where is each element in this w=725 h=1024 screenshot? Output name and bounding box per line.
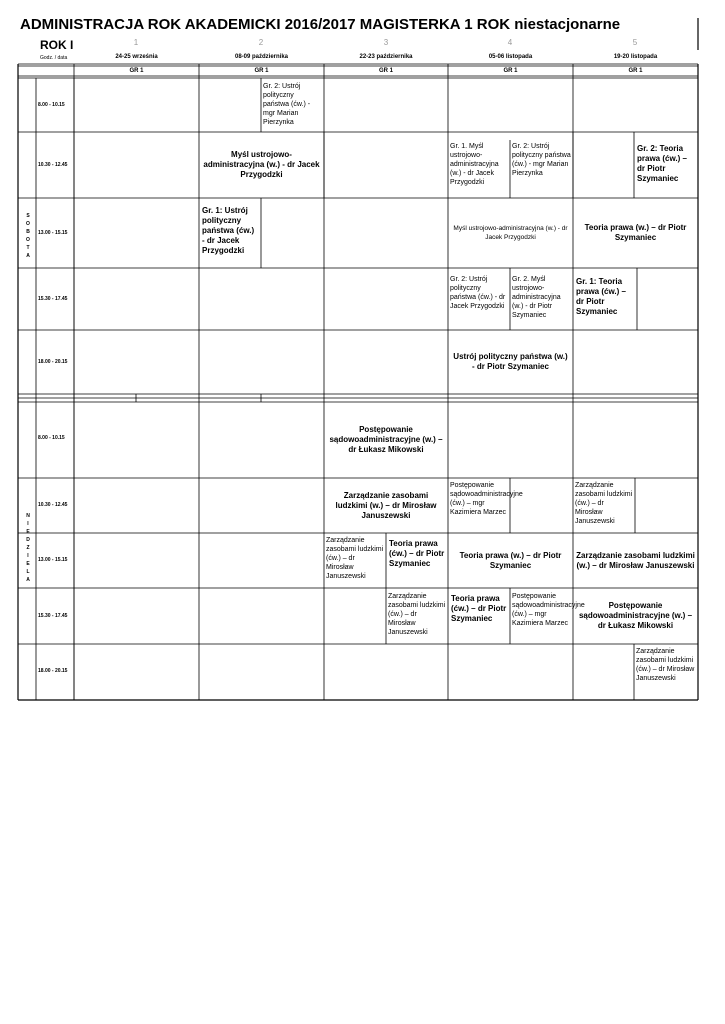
group-header: GR 1 bbox=[254, 68, 269, 74]
class-cell: Zarządzanie zasobami ludzkimi (ćw.) – dr Mirosław Januszewski bbox=[326, 537, 384, 580]
class-cell: Teoria prawa (ćw.) – dr Piotr Szymaniec bbox=[451, 594, 507, 623]
class-cell: Gr. 2: Ustrój polityczny państwa (ćw.) - mgr Marian Pierzynka bbox=[263, 83, 311, 126]
day-label-sunday: N I E D Z I E L A bbox=[26, 513, 30, 583]
time-slot: 13.00 - 15.15 bbox=[38, 230, 68, 236]
time-slot: 18.00 - 20.15 bbox=[38, 668, 68, 674]
class-cell: Teoria prawa (ćw.) – dr Piotr Szymaniec bbox=[389, 539, 445, 568]
class-cell: Gr. 1: Teoria prawa (ćw.) – dr Piotr Szymaniec bbox=[576, 277, 626, 316]
time-slot: 8.00 - 10.15 bbox=[38, 435, 65, 441]
time-slot: 10.30 - 12.45 bbox=[38, 502, 68, 508]
week-number: 3 bbox=[383, 38, 389, 47]
class-cell: Postępowanie sądowoadministracyjne (ćw.) – mgr Kazimiera Marzec bbox=[512, 593, 585, 627]
week-date: 24-25 września bbox=[115, 54, 158, 60]
class-cell: Postępowanie sądowoadministracyjne (w.) – dr Łukasz Mikowski bbox=[578, 601, 693, 630]
class-cell: Zarządzanie zasobami ludzkimi (w.) – dr Mirosław Januszewski bbox=[335, 490, 437, 520]
time-slot: 13.00 - 15.15 bbox=[38, 557, 68, 563]
week-number: 2 bbox=[258, 38, 264, 47]
time-slot: 8.00 - 10.15 bbox=[38, 102, 65, 108]
time-slot: 15.30 - 17.45 bbox=[38, 296, 68, 302]
day-label-saturday: S O B O T A bbox=[26, 213, 30, 259]
class-cell: Gr. 1. Myśl ustrojowo-administracyjna (w.) - dr Jacek Przygodzki bbox=[450, 143, 499, 186]
class-cell: Gr. 2: Teoria prawa (ćw.) – dr Piotr Szymaniec bbox=[637, 144, 687, 183]
time-date-hint: Godz. / data bbox=[40, 55, 68, 61]
group-header: GR 1 bbox=[378, 68, 393, 74]
time-slot: 10.30 - 12.45 bbox=[38, 162, 68, 168]
class-cell: Teoria prawa (w.) – dr Piotr Szymaniec bbox=[459, 550, 562, 570]
class-cell: Zarządzanie zasobami ludzkimi (ćw.) – dr Mirosław Januszewski bbox=[575, 482, 633, 525]
class-cell: Teoria prawa (w.) – dr Piotr Szymaniec bbox=[584, 223, 687, 242]
class-cell: Gr. 2: Ustrój polityczny państwa (ćw.) - mgr Marian Pierzynka bbox=[512, 143, 571, 177]
week-date: 22-23 października bbox=[359, 54, 413, 60]
page-title: ADMINISTRACJA ROK AKADEMICKI 2016/2017 MAGISTERKA 1 ROK niestacjonarne bbox=[20, 16, 621, 33]
class-cell: Zarządzanie zasobami ludzkimi (ćw.) – dr Mirosław Januszewski bbox=[388, 593, 446, 636]
class-cell: Myśl ustrojowo-administracyjna (w.) - dr Jacek Przygodzki bbox=[203, 150, 320, 179]
week-date: 05-06 listopada bbox=[488, 54, 533, 60]
class-cell: Zarządzanie zasobami ludzkimi (ćw.) – dr Mirosław Januszewski bbox=[636, 648, 695, 682]
class-cell: Gr. 2. Myśl ustrojowo-administracyjna (w.) - dr Piotr Szymaniec bbox=[512, 276, 561, 319]
class-cell: Zarządzanie zasobami ludzkimi (w.) – dr Mirosław Januszewski bbox=[576, 550, 695, 570]
class-cell: Myśl ustrojowo-administracyjna (w.) - dr Jacek Przygodzki bbox=[453, 225, 568, 241]
week-number: 4 bbox=[507, 38, 513, 47]
class-cell: Gr. 2: Ustrój polityczny państwa (ćw.) - dr Jacek Przygodzki bbox=[450, 276, 506, 310]
time-slot: 18.00 - 20.15 bbox=[38, 359, 68, 365]
week-date: 19-20 listopada bbox=[613, 54, 658, 60]
class-cell: Postępowanie sądowoadministracyjne (w.) – dr Łukasz Mikowski bbox=[329, 425, 443, 454]
week-date: 08-09 października bbox=[234, 54, 289, 60]
time-slot: 15.30 - 17.45 bbox=[38, 613, 68, 619]
class-cell: Gr. 1: Ustrój polityczny państwa (ćw.) - dr Jacek Przygodzki bbox=[202, 206, 255, 255]
group-header: GR 1 bbox=[628, 68, 643, 74]
group-header: GR 1 bbox=[503, 68, 518, 74]
class-cell: Postępowanie sądowoadministracyjne (ćw.) – mgr Kazimiera Marzec bbox=[450, 482, 523, 516]
year-label: ROK I bbox=[40, 38, 74, 52]
week-number: 5 bbox=[632, 38, 638, 47]
class-cell: Ustrój polityczny państwa (w.) - dr Piotr Szymaniec bbox=[453, 352, 568, 371]
group-header: GR 1 bbox=[129, 68, 144, 74]
week-number: 1 bbox=[133, 38, 139, 47]
